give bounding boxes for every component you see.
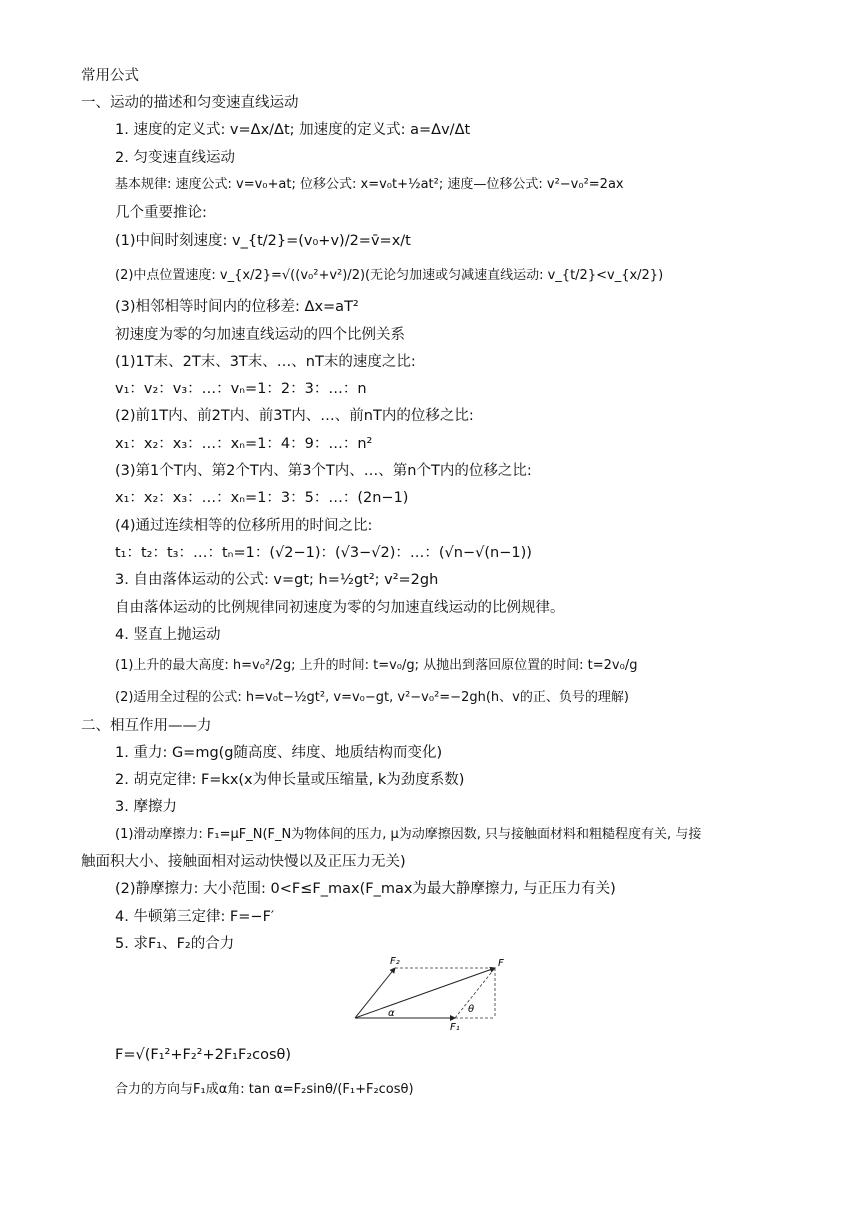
text-line: (2)中点位置速度: v_{x/2}=√((v₀²+v²)/2)(无论匀加速或匀减速直线运动: v_{t/2}<v_{x/2}) <box>115 268 664 283</box>
text-line: 基本规律: 速度公式: v=v₀+at; 位移公式: x=v₀t+½at²; 速度—位移公式: v²−v₀²=2ax <box>115 177 624 192</box>
text-line: x₁：x₂：x₃：…：xₙ=1：3：5：…：(2n−1) <box>115 490 409 506</box>
formula-line: 合力的方向与F₁成α角: tan α=F₂sinθ/(F₁+F₂cosθ) <box>115 1082 414 1097</box>
page-title: 常用公式 <box>81 68 139 84</box>
text-line: (2)静摩擦力: 大小范围: 0<F≤F_max(F_max为最大静摩擦力, 与正压力有关) <box>115 881 616 897</box>
text-line: (3)相邻相等时间内的位移差: Δx=aT² <box>115 299 359 315</box>
text-line: 2. 胡克定律: F=kx(x为伸长量或压缩量, k为劲度系数) <box>115 772 465 788</box>
alpha-label: α <box>388 1008 395 1019</box>
text-line: 几个重要推论: <box>115 205 207 221</box>
formula-line: F=√(F₁²+F₂²+2F₁F₂cosθ) <box>115 1047 292 1063</box>
text-line: 1. 重力: G=mg(g随高度、纬度、地质结构而变化) <box>115 745 443 761</box>
text-line: (1)滑动摩擦力: F₁=μF_N(F_N为物体间的压力, μ为动摩擦因数, 只与接触面材料和粗糙程度有关, 与接 <box>115 827 702 842</box>
f2-label: F₂ <box>390 956 400 967</box>
text-line: 1. 速度的定义式: v=Δx/Δt; 加速度的定义式: a=Δv/Δt <box>115 122 471 138</box>
f1-label: F₁ <box>450 1022 460 1030</box>
text-line: t₁：t₂：t₃：…：tₙ=1：(√2−1)：(√3−√2)：…：(√n−√(n−1)) <box>115 545 532 561</box>
text-line: 4. 竖直上抛运动 <box>115 627 221 643</box>
text-line: 4. 牛顿第三定律: F=−F′ <box>115 909 275 925</box>
force-diagram <box>350 950 510 1030</box>
text-line: 3. 摩擦力 <box>115 799 177 815</box>
f-label: F <box>498 958 504 969</box>
text-line: (2)前1T内、前2T内、前3T内、…、前nT内的位移之比: <box>115 408 474 424</box>
text-line: 2. 匀变速直线运动 <box>115 150 235 166</box>
section-heading: 二、相互作用——力 <box>81 718 212 734</box>
text-line: (2)适用全过程的公式: h=v₀t−½gt², v=v₀−gt, v²−v₀²=−2gh(h、v的正、负号的理解) <box>115 690 629 705</box>
text-line: 触面积大小、接触面相对运动快慢以及正压力无关) <box>81 854 406 870</box>
text-line: (1)上升的最大高度: h=v₀²/2g; 上升的时间: t=v₀/g; 从抛出到落回原位置的时间: t=2v₀/g <box>115 658 638 673</box>
text-line: 自由落体运动的比例规律同初速度为零的匀加速直线运动的比例规律。 <box>115 600 565 616</box>
section-heading: 一、运动的描述和匀变速直线运动 <box>81 95 299 111</box>
text-line: 3. 自由落体运动的公式: v=gt; h=½gt²; v²=2gh <box>115 572 439 588</box>
text-line: 5. 求F₁、F₂的合力 <box>115 936 235 952</box>
text-line: (1)1T末、2T末、3T末、…、nT末的速度之比: <box>115 354 416 370</box>
text-line: (3)第1个T内、第2个T内、第3个T内、…、第n个T内的位移之比: <box>115 463 532 479</box>
text-line: 初速度为零的匀加速直线运动的四个比例关系 <box>115 327 405 343</box>
text-line: (1)中间时刻速度: v_{t/2}=(v₀+v)/2=v̄=x/t <box>115 233 411 249</box>
theta-label: θ <box>468 1004 475 1015</box>
text-line: v₁：v₂：v₃：…：vₙ=1：2：3：…：n <box>115 381 367 397</box>
text-line: x₁：x₂：x₃：…：xₙ=1：4：9：…：n² <box>115 436 373 452</box>
text-line: (4)通过连续相等的位移所用的时间之比: <box>115 518 373 534</box>
